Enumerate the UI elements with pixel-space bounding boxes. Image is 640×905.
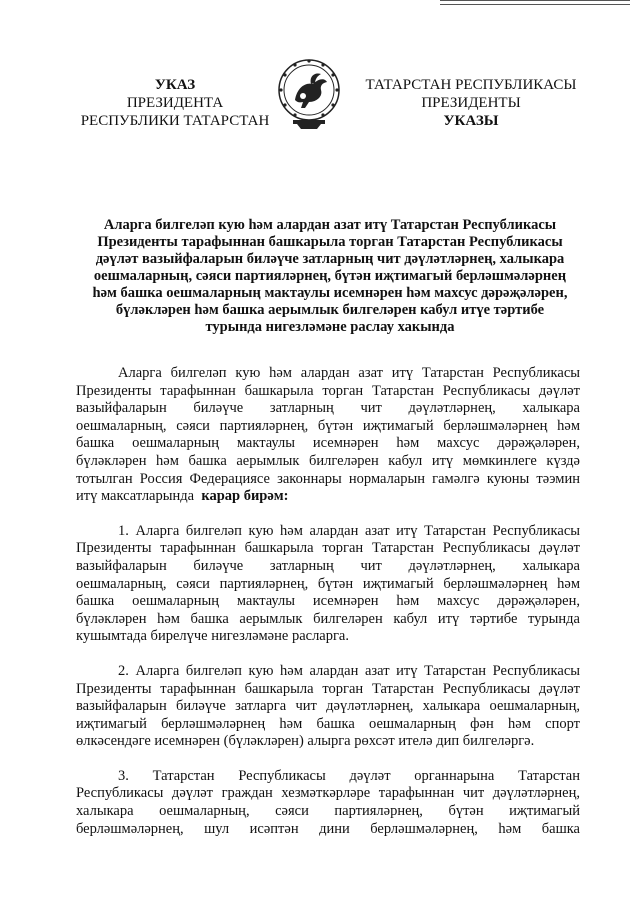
clause-3 bbox=[76, 768, 580, 838]
body-line: вазыйфаларын биләүче затларның чит дәүләтләрнең, халыкара bbox=[76, 557, 580, 574]
body-line: вазыйфаларын биләүче затларның чит дәүләтләрнең, халыкара bbox=[76, 400, 580, 417]
body-line: халыкара оешмаларның, сәяси партияләрнең, бүтән иҗтимагый bbox=[76, 803, 580, 820]
body-line: берләшмәләрнең, шул исәптән дини берләшмәләрнең, һәм башка bbox=[76, 820, 580, 837]
body-line-text: итү максатларында bbox=[76, 488, 195, 505]
top-edge-rule bbox=[440, 0, 630, 5]
body-line: бүләкләрен һәм башка аерымлык билгеләрен кабул итү мөмкинлеге күздә bbox=[76, 452, 580, 469]
body-line: өлкәсендәге исемнәрен (бүләкләрен) алырга рөхсәт ителә дип билгеләргә. bbox=[76, 733, 535, 750]
decree-phrase: карар бирәм: bbox=[201, 488, 289, 505]
document-title bbox=[70, 217, 590, 336]
body-line: кушымтада бирелүче нигезләмәне расларга. bbox=[76, 628, 349, 645]
body-line: Республикасы дәүләт граждан хезмәткәрләре тарафыннан чит дәүләтләрнең, bbox=[76, 785, 580, 802]
header-tatar bbox=[356, 76, 586, 130]
header-tatar-line: ПРЕЗИДЕНТЫ bbox=[421, 95, 521, 111]
body-line: башка оешмаларның мактаулы исемнәрен һәм махсус дәрәҗәләрен, bbox=[76, 593, 580, 610]
body-line: тотылган Россия Федерациясе законнары нормаларын гамәлгә куюны тәэмин bbox=[76, 470, 580, 487]
body-line: 1. Аларга билгеләп кую һәм алардан азат итү Татарстан Республикасы bbox=[118, 522, 580, 539]
body-line: вазыйфаларын биләүче затларга чит дәүләтләрнең, халыкара оешмаларның, bbox=[76, 698, 580, 715]
body-line: оешмаларның, сәяси партияләрнең, бүтән иҗтимагый берләшмәләрнең һәм bbox=[76, 575, 580, 592]
tatarstan-emblem-icon bbox=[275, 56, 343, 132]
clause-2 bbox=[76, 663, 580, 751]
title-line: бүләкләрен һәм башка аерымлык билгеләрен кабул итүе тәртибе bbox=[115, 302, 545, 318]
preamble-paragraph bbox=[76, 365, 580, 506]
body-line: иҗтимагый берләшмәләрнең һәм башка оешмаларның фән һәм спорт bbox=[76, 715, 580, 732]
title-line: Аларга билгеләп кую һәм алардан азат итү Татарстан Республикасы bbox=[103, 217, 557, 233]
clause-1 bbox=[76, 523, 580, 646]
header-russian-line: РЕСПУБЛИКИ ТАТАРСТАН bbox=[80, 113, 270, 129]
title-line: дәүләт вазыйфаларын биләүче затларның чит дәүләтләрнең, халыкара bbox=[95, 251, 565, 267]
title-line: оешмаларның, сәяси партияләрнең, бүтән иҗтимагый берләшмәләрнең bbox=[93, 268, 567, 284]
body-line: Президенты тарафыннан башкарыла торган Татарстан Республикасы дәүләт bbox=[76, 540, 580, 557]
header-tatar-line: ТАТАРСТАН РЕСПУБЛИКАСЫ bbox=[365, 77, 577, 93]
body-line-with-decree bbox=[76, 488, 580, 506]
body-line: 3. Татарстан Республикасы дәүләт органнарына Татарстан bbox=[118, 767, 580, 784]
body-line: оешмаларның, сәяси партияләрнең, бүтән иҗтимагый берләшмәләрнең һәм bbox=[76, 417, 580, 434]
body-line: бүләкләрен һәм башка аерымлык билгеләрен кабул итү тәртибе турында bbox=[76, 610, 580, 627]
title-line: һәм башка оешмаларның мактаулы исемнәрен һәм махсус дәрәҗәләрен, bbox=[92, 285, 568, 301]
title-line: Президенты тарафыннан башкарыла торган Татарстан Республикасы bbox=[97, 234, 563, 250]
header-russian bbox=[70, 76, 280, 130]
body-line: Президенты тарафыннан башкарыла торган Татарстан Республикасы дәүләт bbox=[76, 680, 580, 697]
body-line: Президенты тарафыннан башкарыла торган Татарстан Республикасы дәүләт bbox=[76, 382, 580, 399]
header-russian-line: УКАЗ bbox=[154, 77, 196, 93]
document-body bbox=[76, 365, 580, 855]
body-line: Аларга билгеләп кую һәм алардан азат итү Татарстан Республикасы bbox=[118, 365, 580, 381]
title-line: турында нигезләмәне раслау хакында bbox=[205, 319, 455, 335]
header-tatar-line: УКАЗЫ bbox=[443, 113, 499, 129]
body-line: 2. Аларга билгеләп кую һәм алардан азат итү Татарстан Республикасы bbox=[118, 662, 580, 679]
body-line: башка оешмаларның мактаулы исемнәрен һәм махсус дәрәҗәләрен, bbox=[76, 435, 580, 452]
header-russian-line: ПРЕЗИДЕНТА bbox=[126, 95, 224, 111]
